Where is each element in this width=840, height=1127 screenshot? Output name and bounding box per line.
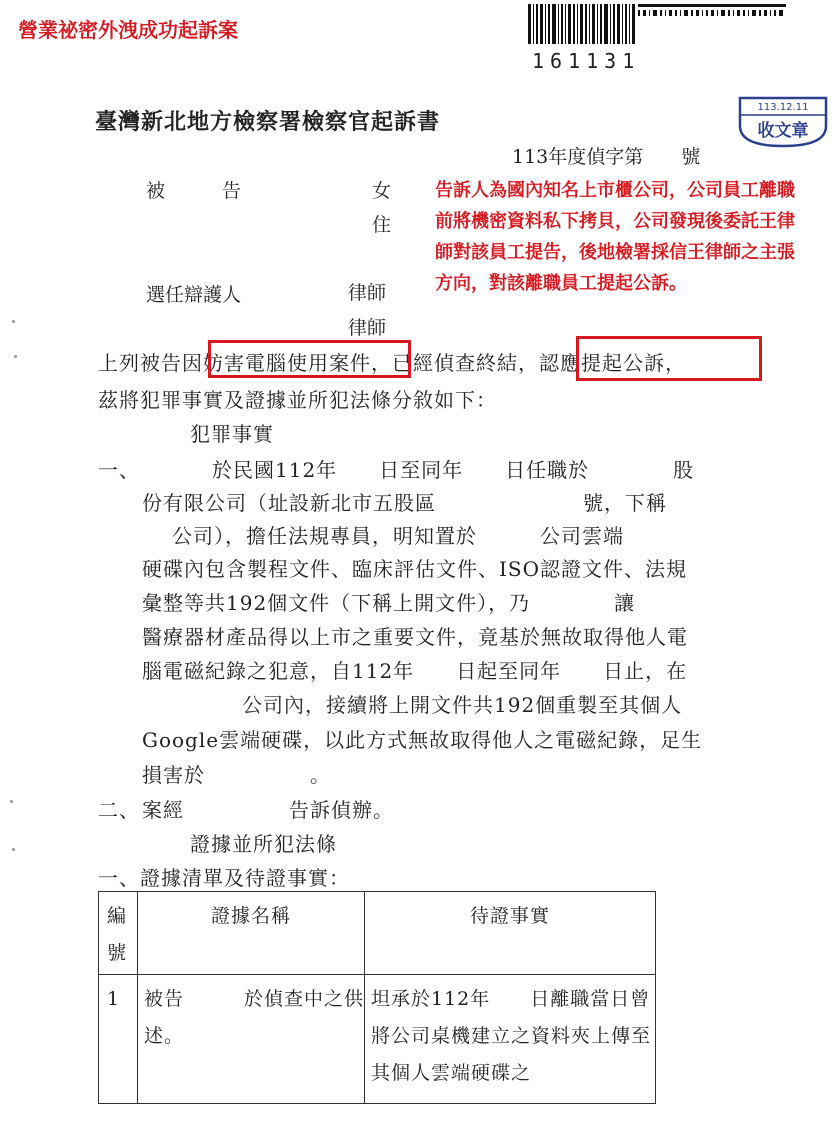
verdict: 認應提起公訴， <box>539 351 686 375</box>
scan-speck <box>12 848 15 851</box>
crime-name: 妨害電腦使用案件 <box>203 351 371 375</box>
scan-speck <box>14 355 17 358</box>
fact1-line: 醫療器材產品得以上市之重要文件，竟基於無故取得他人電 <box>142 625 688 649</box>
row-fact: 坦承於112年 日離職當日曾將公司桌機建立之資料夾上傳至其個人雲端硬碟之 <box>371 988 652 1084</box>
crime-highlight-box <box>208 340 411 378</box>
defendant-label: 被 告 <box>146 180 242 202</box>
fact1-line: 公司），擔任法規專員，明知置於 公司雲端 <box>172 524 624 548</box>
fact1-number: 一、 <box>98 458 140 482</box>
fact1-line: 於民國112年 日至同年 日任職於 股 <box>212 458 695 482</box>
received-stamp-icon <box>738 96 828 148</box>
table-header-row <box>99 892 656 975</box>
lawyer-1: 律師 <box>348 282 387 304</box>
fact1-line: 份有限公司（址設新北市五股區 號，下稱 <box>142 491 667 515</box>
fact1-line: Google雲端硬碟，以此方式無故取得他人之電磁紀錄，足生 <box>142 728 703 752</box>
case-banner: 營業祕密外洩成功起訴案 <box>18 18 238 42</box>
scan-speck <box>10 800 13 803</box>
fact2-text: 案經 告訴偵辦。 <box>142 798 394 822</box>
fact1-line: 硬碟內包含製程文件、臨床評估文件、ISO認證文件、法規 <box>142 557 687 581</box>
fact2-number: 二、 <box>98 798 140 822</box>
barcode-number: 161131 <box>532 49 641 73</box>
stamp-date: 113.12.11 <box>757 102 809 113</box>
defendant-gender: 女 <box>372 180 392 202</box>
case-number: 113年度偵字第 號 <box>512 146 701 168</box>
stamp-label: 收文章 <box>757 121 809 141</box>
intro-line-2: 茲將犯罪事實及證據並所犯法條分敘如下： <box>98 388 497 412</box>
verdict-highlight-box <box>576 336 762 381</box>
barcode-image <box>528 4 786 44</box>
residence-label: 住 <box>372 214 392 236</box>
evidence-list-heading: 一、證據清單及待證事實： <box>98 866 350 890</box>
annotation-note: 告訴人為國內知名上市櫃公司，公司員工離職前將機密資料私下拷貝，公司發現後委託王律師對該員工提告，後地檢署採信王律師之主張方向，對該離職員工提起公訴。 <box>435 180 795 294</box>
header-evidence-name: 證據名稱 <box>210 905 291 927</box>
intro-prefix: 上列被告因 <box>98 351 203 375</box>
evidence-heading: 證據並所犯法條 <box>190 832 337 856</box>
header-number: 編號 <box>107 905 128 964</box>
intro-middle: ，已經偵查終結， <box>371 351 539 375</box>
evidence-table <box>98 891 656 1104</box>
fact1-line: 腦電磁紀錄之犯意，自112年 日起至同年 日止，在 <box>142 659 688 683</box>
scan-speck <box>12 320 15 323</box>
table-row <box>99 975 656 1104</box>
fact1-line: 公司內，接續將上開文件共192個重製至其個人 <box>242 693 683 717</box>
lawyer-2: 律師 <box>348 317 387 339</box>
fact1-line: 彙整等共192個文件（下稱上開文件），乃 讓 <box>142 591 636 615</box>
row-number: 1 <box>107 988 121 1010</box>
counsel-label: 選任辯護人 <box>146 284 242 306</box>
fact1-line: 損害於 。 <box>142 763 331 787</box>
facts-heading: 犯罪事實 <box>190 422 274 446</box>
document-title: 臺灣新北地方檢察署檢察官起訴書 <box>95 109 441 135</box>
row-evidence-name: 被告 於偵查中之供述。 <box>144 988 365 1047</box>
header-fact: 待證事實 <box>469 905 550 927</box>
